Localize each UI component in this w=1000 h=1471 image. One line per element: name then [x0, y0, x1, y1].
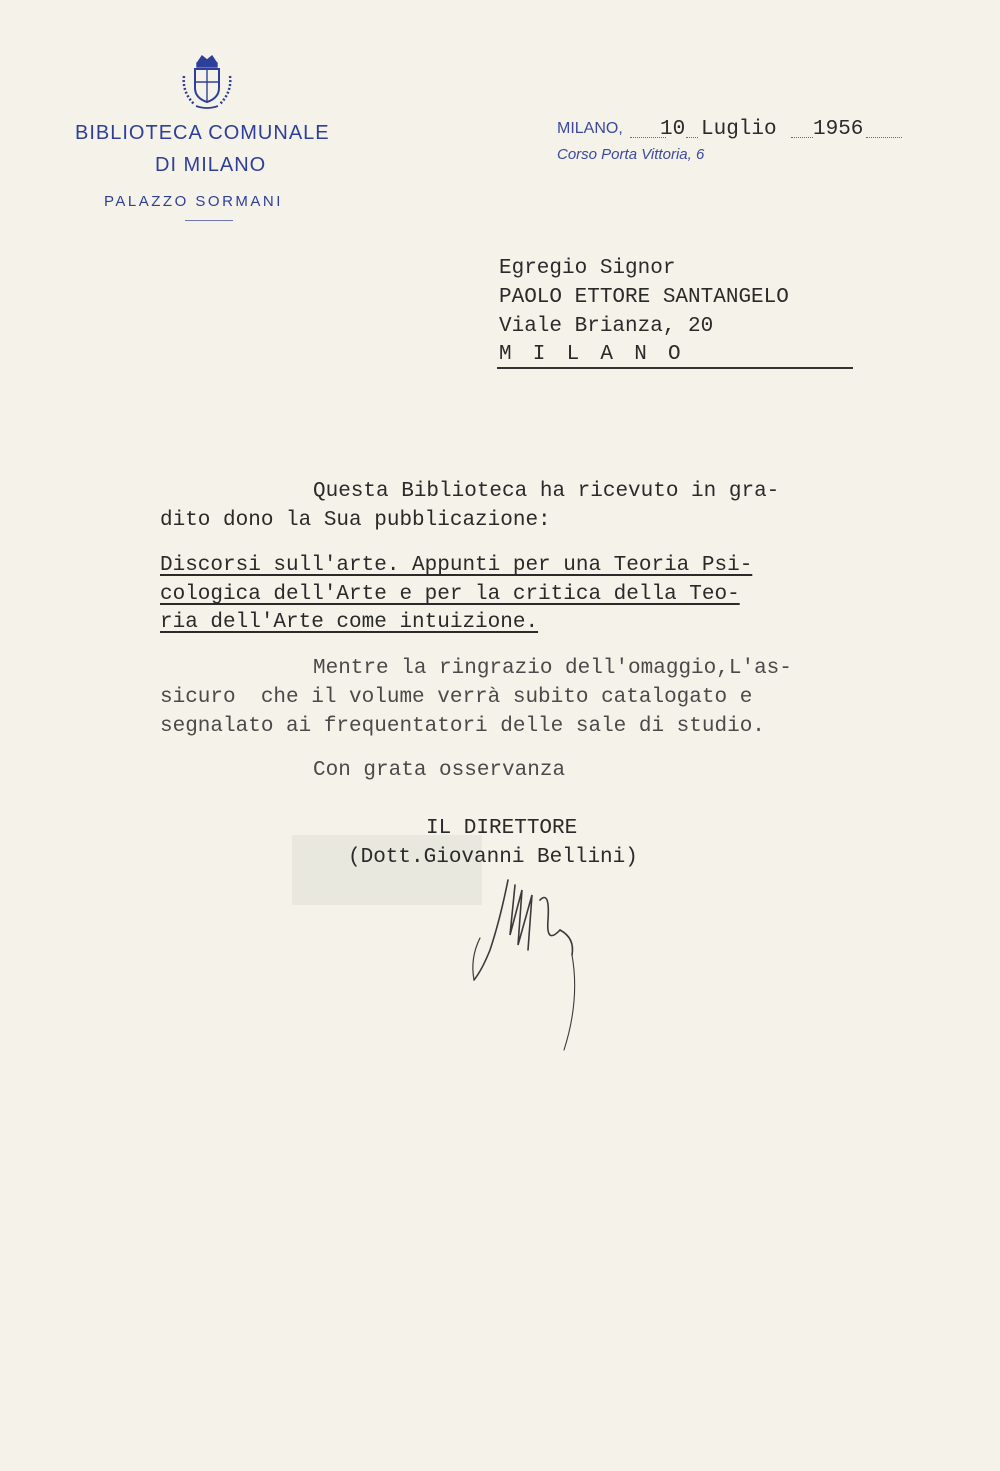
building-name: PALAZZO SORMANI	[104, 193, 283, 210]
recipient-street: Viale Brianza, 20	[499, 315, 714, 338]
city-underline	[497, 367, 853, 369]
publication-title-line3: ria dell'Arte come intuizione.	[160, 611, 539, 634]
publication-title-line2: cologica dell'Arte e per la critica della Teo-	[160, 583, 740, 606]
handwritten-signature	[460, 860, 600, 1060]
date-year: 1956	[813, 118, 864, 141]
date-dots	[686, 137, 698, 138]
coat-of-arms-icon	[176, 52, 238, 112]
institution-name-line2: DI MILANO	[155, 154, 267, 176]
paragraph1-line2: dito dono la Sua pubblicazione:	[160, 509, 551, 532]
signatory-role: IL DIRETTORE	[426, 817, 578, 840]
closing: Con grata osservanza	[313, 759, 566, 782]
date-month: Luglio	[701, 118, 777, 141]
recipient-name: PAOLO ETTORE SANTANGELO	[499, 286, 789, 309]
paragraph2-line3: segnalato ai frequentatori delle sale di studio.	[160, 715, 765, 738]
publication-title-line1: Discorsi sull'arte. Appunti per una Teoria Psi-	[160, 554, 753, 577]
date-dots	[866, 137, 902, 138]
letterhead-divider	[185, 220, 233, 221]
paragraph1-line1: Questa Biblioteca ha ricevuto in gra-	[313, 480, 780, 503]
recipient-city: M I L A N O	[499, 343, 685, 366]
date-place: MILANO,	[557, 120, 623, 137]
date-day: 10	[660, 118, 686, 141]
paragraph2-line2: sicuro che il volume verrà subito catalogato e	[160, 686, 753, 709]
recipient-salutation: Egregio Signor	[499, 257, 676, 280]
library-address: Corso Porta Vittoria, 6	[557, 146, 705, 163]
signatory-name: (Dott.Giovanni Bellini)	[348, 846, 638, 869]
date-dots	[791, 137, 813, 138]
institution-name-line1: BIBLIOTECA COMUNALE	[75, 122, 330, 144]
paragraph2-line1: Mentre la ringrazio dell'omaggio,L'as-	[313, 657, 792, 680]
